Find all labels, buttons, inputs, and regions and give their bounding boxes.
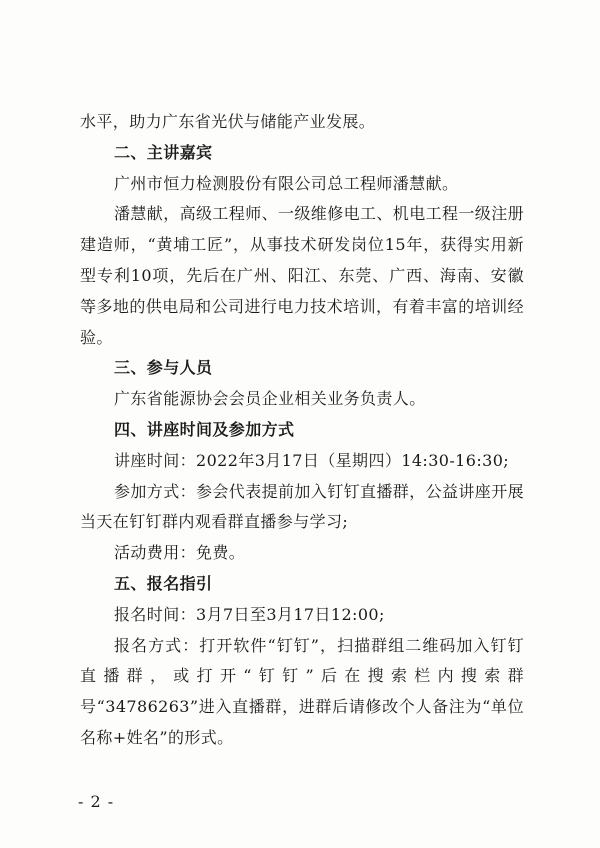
paragraph-attend-method: 参加方式：参会代表提前加入钉钉直播群，公益讲座开展当天在钉钉群内观看群直播参与学习; bbox=[80, 481, 525, 532]
section-heading-registration: 五、报名指引 bbox=[114, 573, 213, 593]
paragraph-fee: 活动费用：免费。 bbox=[114, 543, 246, 563]
paragraph-registration-time: 报名时间：3月7日至3月17日12:00; bbox=[114, 604, 385, 624]
paragraph-registration-method: 报名方式：打开软件“钉钉”，扫描群组二维码加入钉钉直播群，或打开“钉钉”后在搜索栏内搜索群号“34786263”进入直播群，进群后请修改个人备注为“单位名称+姓名”的形式。 bbox=[80, 635, 524, 747]
section-heading-participants: 三、参与人员 bbox=[114, 358, 213, 378]
section-heading-time-method: 四、讲座时间及参加方式 bbox=[114, 419, 295, 439]
page-number: - 2 - bbox=[78, 792, 115, 811]
paragraph-speaker-title: 广州市恒力检测股份有限公司总工程师潘慧献。 bbox=[114, 173, 459, 193]
section-heading-speaker: 二、主讲嘉宾 bbox=[114, 142, 213, 162]
paragraph-lecture-time: 讲座时间：2022年3月17日（星期四）14:30-16:30; bbox=[114, 450, 510, 470]
document-body bbox=[80, 107, 524, 754]
paragraph-speaker-bio: 潘慧献，高级工程师、一级维修电工、机电工程一级注册建造师，“黄埔工匠”，从事技术研发岗位15年，获得实用新型专利10项，先后在广州、阳江、东莞、广西、海南、安徽等多地的供电局和公司进行电力技术培训，有着丰富的培训经验。 bbox=[80, 204, 525, 347]
paragraph-participants: 广东省能源协会会员企业相关业务负责人。 bbox=[114, 389, 426, 409]
paragraph-continuation: 水平，助力广东省光伏与储能产业发展。 bbox=[80, 112, 376, 131]
